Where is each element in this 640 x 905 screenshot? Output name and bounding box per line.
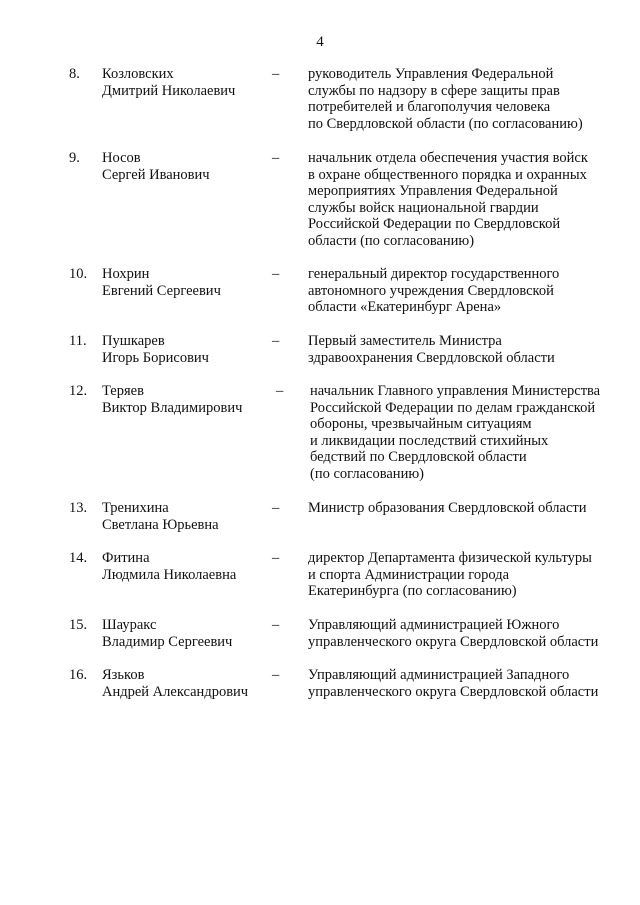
dash-separator: – — [272, 333, 280, 349]
entry-number: 9. — [69, 150, 80, 166]
position-line: Управляющий администрацией Южного — [308, 617, 560, 633]
given-names: Сергей Иванович — [102, 166, 210, 183]
position-line: директор Департамента физической культуры — [308, 550, 592, 566]
entry-number: 14. — [69, 550, 88, 566]
person-name — [102, 66, 272, 99]
entry-number: 12. — [69, 383, 88, 399]
given-names: Светлана Юрьевна — [102, 516, 219, 533]
given-names: Виктор Владимирович — [102, 399, 243, 416]
dash-separator: – — [272, 617, 280, 633]
position-description — [308, 550, 608, 600]
surname: Тренихина — [102, 500, 169, 516]
position-description — [308, 617, 608, 650]
position-line: потребителей и благополучия человека — [308, 99, 551, 115]
position-line: руководитель Управления Федеральной — [308, 66, 554, 82]
position-line: Российской Федерации по Свердловской — [308, 216, 561, 232]
position-description — [308, 66, 608, 132]
position-description — [308, 667, 608, 700]
position-line: области (по согласованию) — [308, 232, 475, 249]
surname: Теряев — [102, 383, 144, 399]
position-line: начальник Главного управления Министерства — [310, 383, 601, 399]
position-line: службы войск национальной гвардии — [308, 199, 539, 216]
surname: Пушкарев — [102, 333, 165, 349]
person-name — [102, 383, 272, 416]
position-line: управленческого округа Свердловской области — [308, 633, 599, 650]
surname: Фитина — [102, 550, 150, 566]
position-description — [308, 266, 608, 316]
given-names: Дмитрий Николаевич — [102, 82, 236, 99]
position-line: здравоохранения Свердловской области — [308, 349, 555, 366]
person-name — [102, 550, 272, 583]
position-line: Екатеринбурга (по согласованию) — [308, 583, 517, 599]
dash-separator: – — [272, 550, 280, 566]
position-line: управленческого округа Свердловской области — [308, 683, 599, 700]
dash-separator: – — [272, 66, 280, 82]
person-name — [102, 617, 272, 650]
position-line: мероприятиях Управления Федеральной — [308, 183, 558, 199]
person-name — [102, 266, 272, 299]
dash-separator: – — [272, 500, 280, 516]
entry-number: 11. — [69, 333, 87, 349]
surname: Носов — [102, 150, 141, 166]
person-name — [102, 333, 272, 366]
page-number: 4 — [316, 34, 324, 50]
entry-number: 16. — [69, 667, 88, 683]
given-names: Людмила Николаевна — [102, 566, 237, 583]
surname: Козловских — [102, 66, 174, 82]
given-names: Игорь Борисович — [102, 349, 209, 366]
person-name — [102, 150, 272, 183]
entry-number: 13. — [69, 500, 88, 516]
dash-separator: – — [276, 383, 284, 399]
position-line: Российской Федерации по делам гражданской — [310, 399, 596, 416]
given-names: Владимир Сергеевич — [102, 633, 233, 650]
position-line: по Свердловской области (по согласованию) — [308, 115, 583, 132]
position-description — [308, 500, 608, 517]
position-line: Управляющий администрацией Западного — [308, 667, 570, 683]
position-line: и ликвидации последствий стихийных — [310, 432, 549, 449]
entry-number: 10. — [69, 266, 88, 282]
position-line: автономного учреждения Свердловской — [308, 282, 554, 299]
position-line: начальник отдела обеспечения участия войск — [308, 150, 588, 166]
position-line: службы по надзору в сфере защиты прав — [308, 82, 560, 99]
person-name — [102, 500, 272, 533]
surname: Шауракс — [102, 617, 157, 633]
position-description — [308, 333, 608, 366]
surname: Нохрин — [102, 266, 150, 282]
entry-number: 8. — [69, 66, 80, 82]
dash-separator: – — [272, 266, 280, 282]
person-name — [102, 667, 272, 700]
position-line: и спорта Администрации города — [308, 566, 510, 583]
position-description — [308, 150, 608, 249]
position-line: генеральный директор государственного — [308, 266, 560, 282]
given-names: Андрей Александрович — [102, 683, 249, 700]
dash-separator: – — [272, 667, 280, 683]
position-line: обороны, чрезвычайным ситуациям — [310, 416, 532, 432]
position-line: Первый заместитель Министра — [308, 333, 502, 349]
position-line: бедствий по Свердловской области — [310, 449, 527, 465]
position-line: Министр образования Свердловской области — [308, 500, 587, 516]
dash-separator: – — [272, 150, 280, 166]
position-line: области «Екатеринбург Арена» — [308, 299, 502, 315]
surname: Язьков — [102, 667, 145, 683]
position-line: (по согласованию) — [310, 465, 424, 482]
position-line: в охране общественного порядка и охранных — [308, 166, 587, 183]
given-names: Евгений Сергеевич — [102, 282, 221, 299]
entry-number: 15. — [69, 617, 88, 633]
position-description — [310, 383, 610, 482]
